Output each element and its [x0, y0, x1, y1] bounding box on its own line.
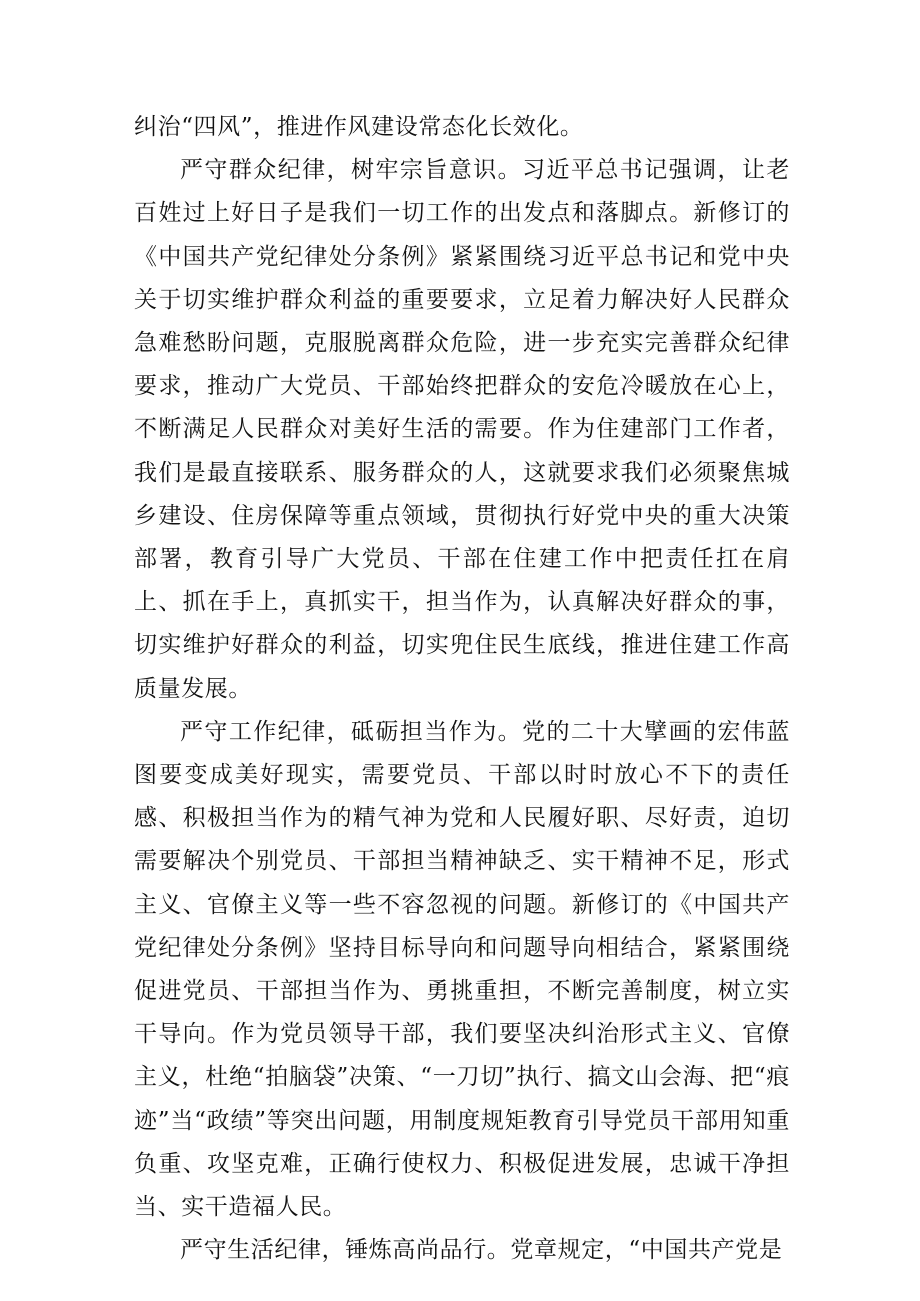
paragraph-1: 纠治“四风”，推进作风建设常态化长效化。	[134, 114, 584, 140]
paragraph-3: 严守工作纪律，砥砺担当作为。党的二十大擘画的宏伟蓝图要变成美好现实，需要党员、干部以时时放心不下的责任感、积极担当作为的精气神为党和人民履好职、尽好责，迫切需要解决个别党员、干部担当精神缺乏、实干精神不足，形式主义、官僚主义等一些不容忽视的问题。新修订的《中国共产党纪律处分条例》坚持目标导向和问题导向相结合，紧紧围绕促进党员、干部担当作为、勇挑重担，不断完善制度，树立实干导向。作为党员领导干部，我们要坚决纠治形式主义、官僚主义，杜绝“拍脑袋”决策、“一刀切”执行、搞文山会海、把“痕迹”当“政绩”等突出问题，用制度规矩教育引导党员干部用知重负重、攻坚克难，正确行使权力、积极促进发展，忠诚干净担当、实干造福人民。	[134, 718, 790, 1221]
paragraph-2: 严守群众纪律，树牢宗旨意识。习近平总书记强调，让老百姓过上好日子是我们一切工作的出发点和落脚点。新修订的《中国共产党纪律处分条例》紧紧围绕习近平总书记和党中央关于切实维护群众利益的重要要求，立足着力解决好人民群众急难愁盼问题，克服脱离群众危险，进一步充实完善群众纪律要求，推动广大党员、干部始终把群众的安危冷暖放在心上，不断满足人民群众对美好生活的需要。作为住建部门工作者，我们是最直接联系、服务群众的人，这就要求我们必须聚焦城乡建设、住房保障等重点领域，贯彻执行好党中央的重大决策部署，教育引导广大党员、干部在住建工作中把责任扛在肩上、抓在手上，真抓实干，担当作为，认真解决好群众的事，切实维护好群众的利益，切实兜住民生底线，推进住建工作高质量发展。	[134, 157, 790, 702]
document-body	[134, 106, 790, 1272]
paragraph-4: 严守生活纪律，锤炼高尚品行。党章规定，“中国共产党是	[180, 1237, 783, 1264]
